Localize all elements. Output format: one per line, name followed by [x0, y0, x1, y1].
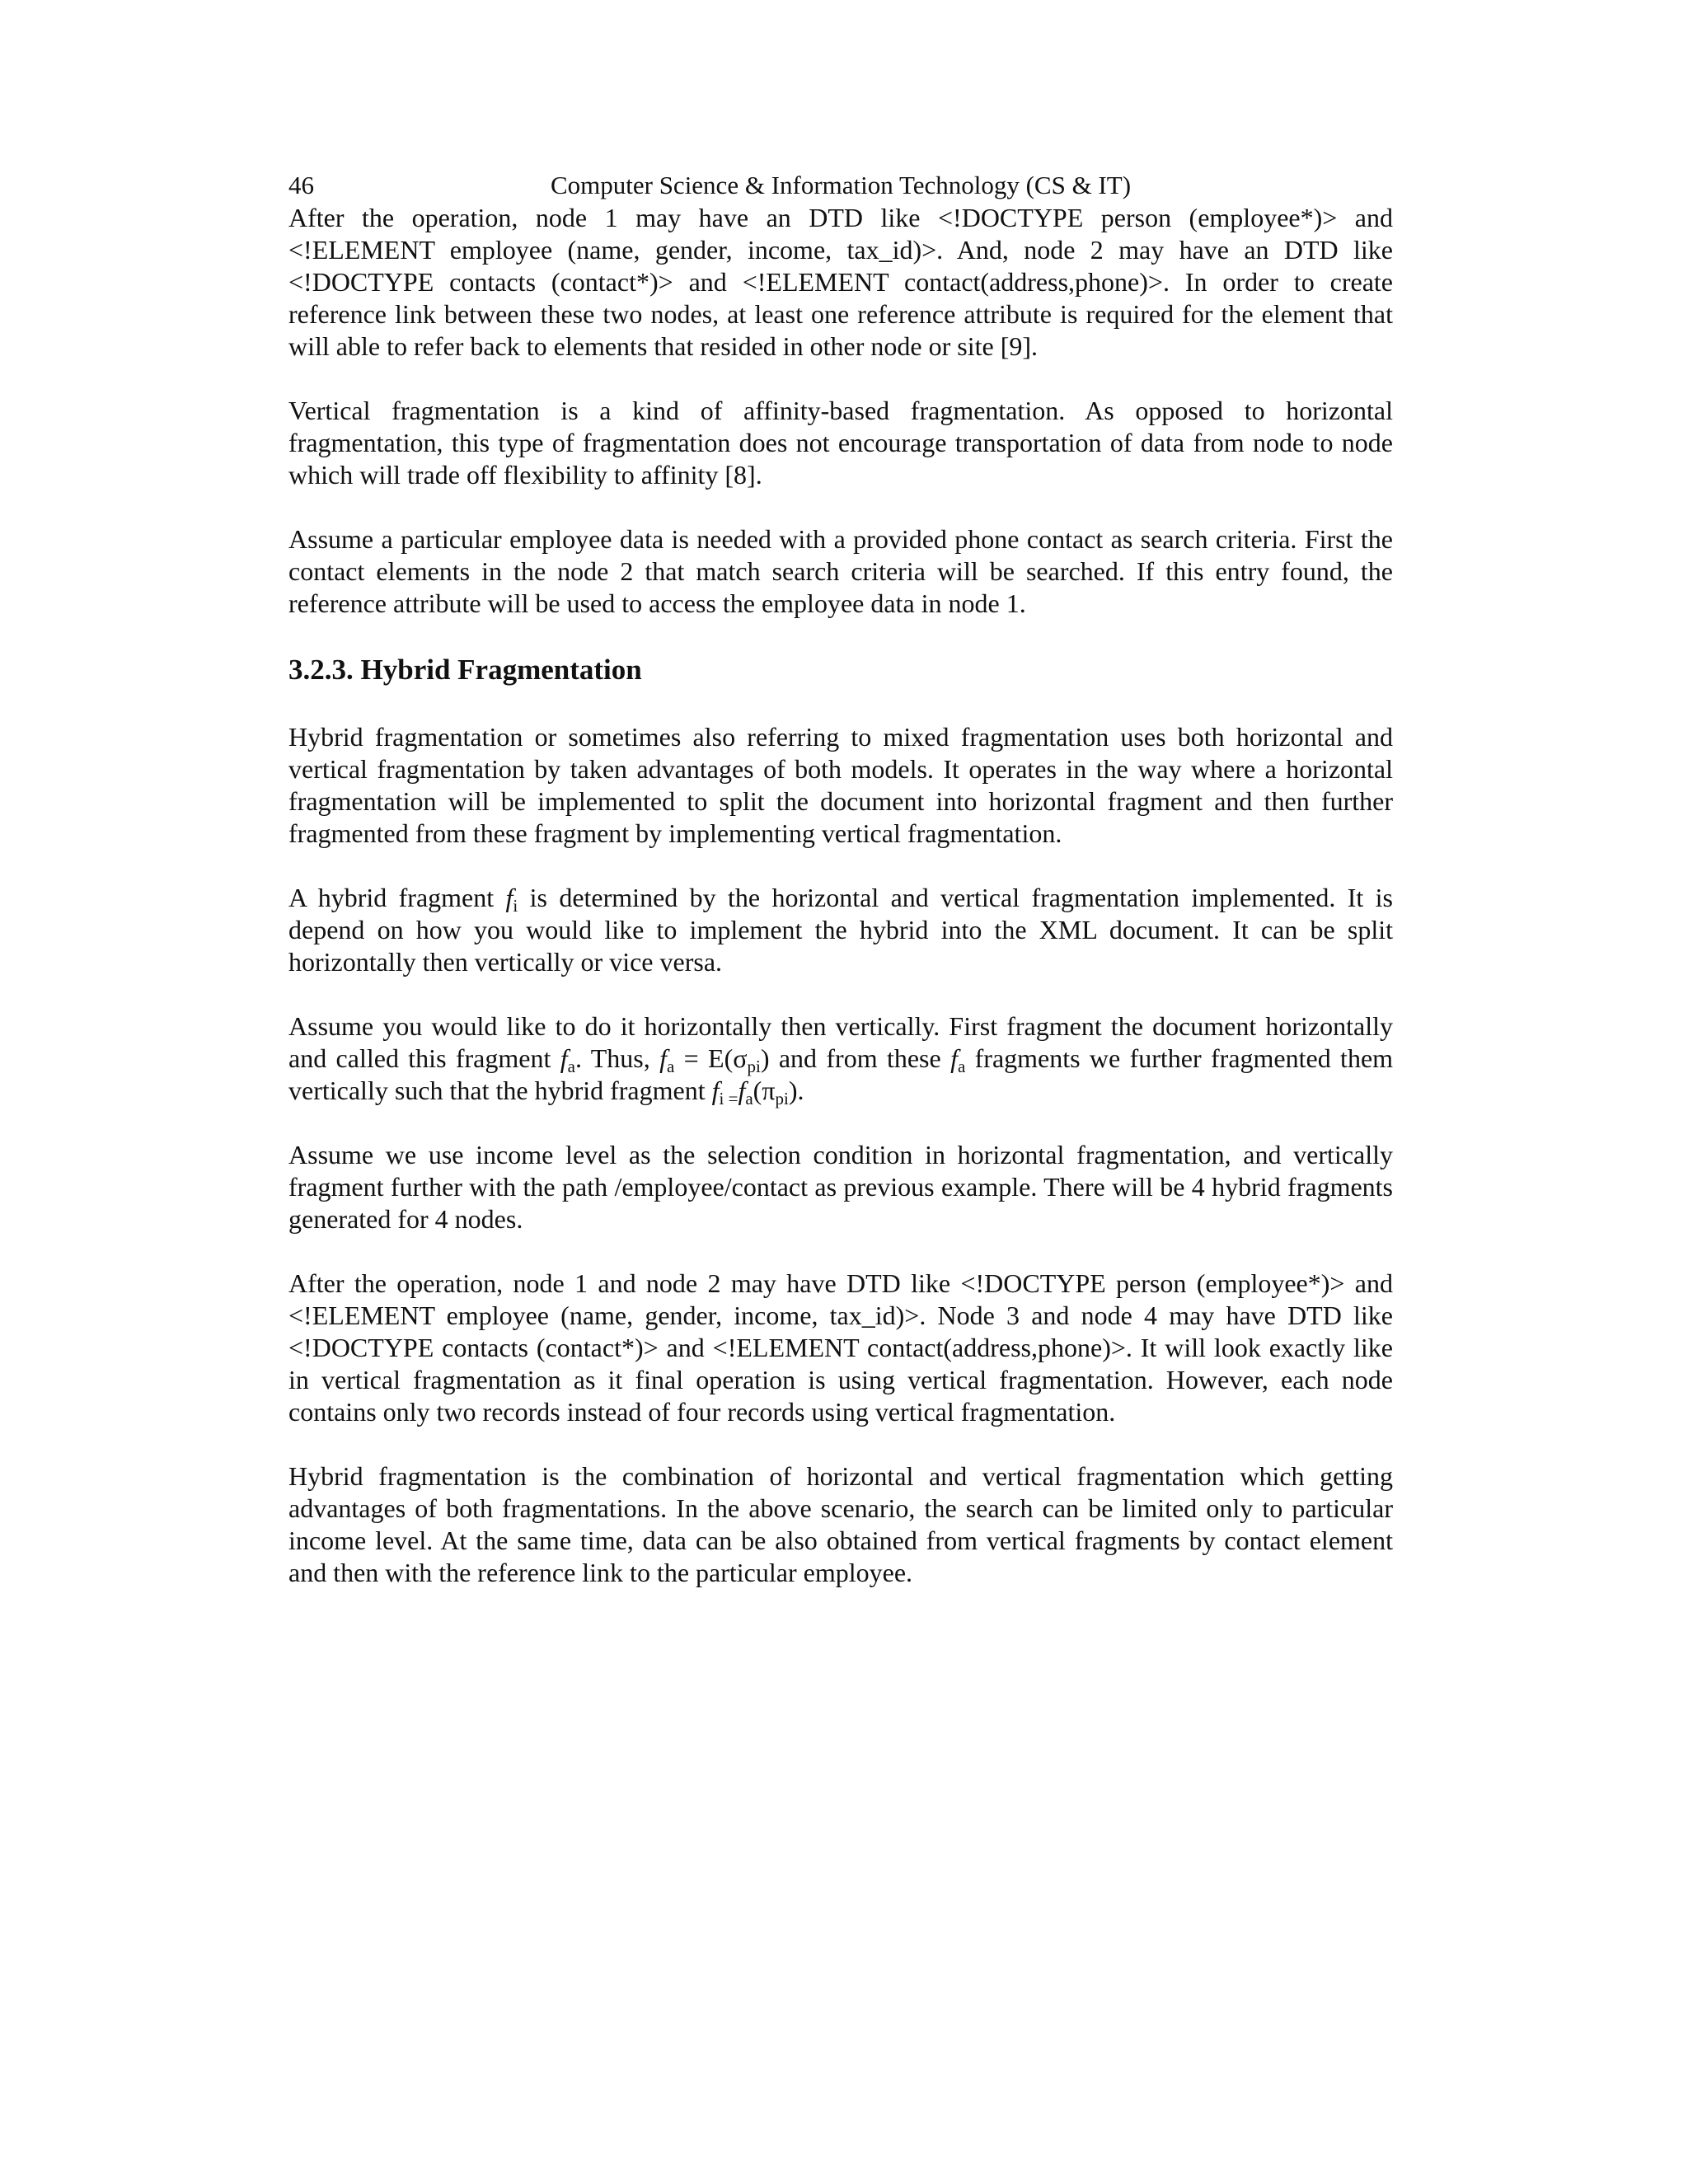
paragraph-dtd-node-example: After the operation, node 1 may have an DTD like <!DOCTYPE person (employee*)> and <!ELEMENT employee (name, gender, income, tax_id)>. And, node 2 may have an DTD like <!DOCTYPE contacts (contact*)> and <!ELEMENT contact(address,phone)>. In order to create reference link between these two nodes, at least one reference attribute is required for the element that will able to refer back to elements that resided in other node or site [9]. [288, 203, 1393, 361]
math-subscript: a [745, 1089, 753, 1108]
math-f: f [738, 1076, 746, 1105]
text-run: ) and from these [760, 1043, 951, 1073]
text-run: Assume you would like to do it horizontally then vertically. First fragment the document horizontally and called this fragment [288, 1011, 1393, 1073]
paragraph-search-example: Assume a particular employee data is needed with a provided phone contact as search criteria. First the contact elements in the node 2 that match search criteria will be searched. If this entry found, the reference attribute will be used to access the employee data in node 1. [288, 524, 1393, 618]
text-run: (π [753, 1076, 776, 1105]
page-header [288, 169, 1393, 202]
paragraph-hybrid-fragment [288, 882, 1393, 978]
text-run: . Thus, [574, 1043, 660, 1073]
paragraph-hybrid-dtd-example: After the operation, node 1 and node 2 may have DTD like <!DOCTYPE person (employee*)> and <!ELEMENT employee (name, gender, income, tax_id)>. Node 3 and node 4 may have DTD like <!DOCTYPE contacts (contact*)> and <!ELEMENT contact(address,phone)>. It will look exactly like in vertical fragmentation as it final operation is using vertical fragmentation. However, each node contains only two records instead of four records using vertical fragmentation. [288, 1268, 1393, 1427]
text-run: ). [788, 1076, 804, 1105]
paragraph-income-level-example: Assume we use income level as the selection condition in horizontal fragmentation, and vertically fragment further with the path /employee/contact as previous example. There will be 4 hybrid fragments generated for 4 nodes. [288, 1140, 1393, 1234]
math-f: f [950, 1043, 958, 1073]
page [288, 169, 1393, 1621]
math-subscript: a [567, 1057, 575, 1076]
text-run: fragments we further fragmented them vertically such that the hybrid fragment [288, 1043, 1394, 1105]
section-heading: 3.2.3. Hybrid Fragmentation [288, 654, 642, 686]
paragraph-vertical-fragmentation: Vertical fragmentation is a kind of affinity-based fragmentation. As opposed to horizontal fragmentation, this type of fragmentation does not encourage transportation of data from node to node which will trade off flexibility to affinity [8]. [288, 396, 1393, 490]
page-number: 46 [288, 171, 314, 199]
paragraph-hybrid-summary: Hybrid fragmentation is the combination of horizontal and vertical fragmentation which getting advantages of both fragmentations. In the above scenario, the search can be limited only to particular income level. At the same time, data can be also obtained from vertical fragments by contact element and then with the reference link to the particular employee. [288, 1461, 1393, 1587]
math-f: f [505, 883, 513, 912]
math-subscript: pi [747, 1057, 761, 1076]
text-run: is determined by the horizontal and vertical fragmentation implemented. It is depend on how you would like to implement the hybrid into the XML document. It can be split horizontally then vertically or vice versa. [288, 883, 1394, 977]
paragraph-horizontal-then-vertical [288, 1010, 1393, 1107]
math-f: f [711, 1076, 720, 1105]
math-f: f [659, 1043, 667, 1073]
math-subscript: a [957, 1057, 966, 1076]
math-f: f [560, 1043, 568, 1073]
math-subscript: pi [775, 1089, 789, 1108]
text-run: A hybrid fragment [288, 883, 506, 912]
body-text [288, 202, 1393, 1589]
math-subscript: a [666, 1057, 675, 1076]
paragraph-hybrid-definition: Hybrid fragmentation or sometimes also referring to mixed fragmentation uses both horizontal and vertical fragmentation by taken advantages of both models. It operates in the way where a horizontal fragmentation will be implemented to split the document into horizontal fragment and then further fragmented from these fragment by implementing vertical fragmentation. [288, 722, 1393, 848]
math-subscript: i = [719, 1089, 738, 1108]
text-run: = E(σ [674, 1043, 748, 1073]
running-title: Computer Science & Information Technology (CS & IT) [550, 171, 1132, 199]
math-subscript: i [513, 896, 518, 916]
